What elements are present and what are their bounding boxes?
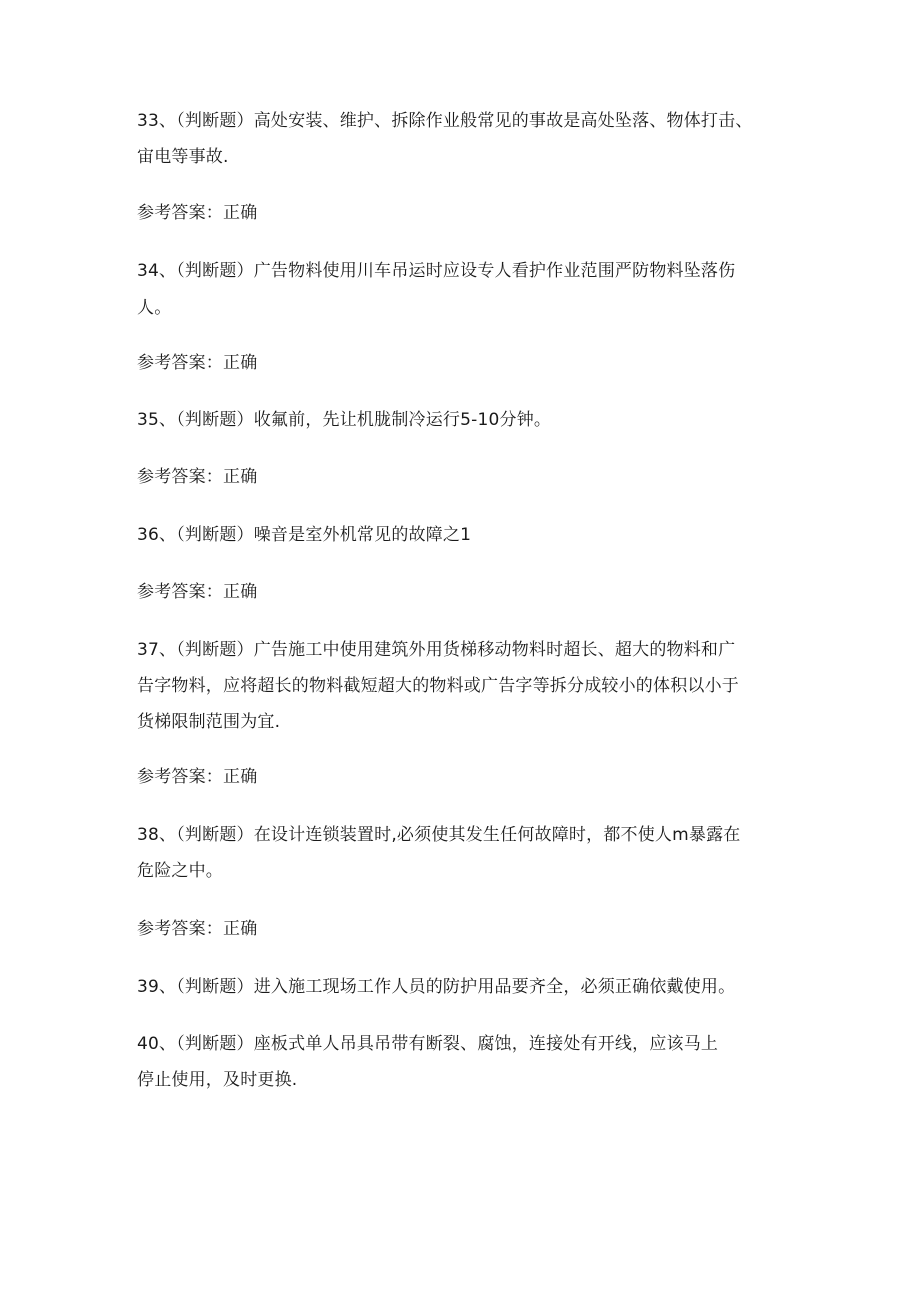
question-39-line-1: 39、（判断题）进入施工现场工作人员的防护用品要齐全，必须正确依戴使用。 <box>137 977 736 997</box>
question-34-line-1: 34、（判断题）广告物料使用川车吊运时应设专人看护作业范围严防物料坠落伤 <box>137 261 736 281</box>
question-36-line-1: 36、（判断题）噪音是室外机常见的故障之1 <box>137 525 472 545</box>
answer-37: 参考答案：正确 <box>137 767 258 787</box>
question-40-line-2: 停止使用，及时更换. <box>137 1070 298 1090</box>
question-33-line-2: 宙电等事故. <box>137 147 229 167</box>
question-37-line-2: 告字物料，应将超长的物料截短超大的物料或广告字等拆分成较小的体积以小于 <box>137 676 739 696</box>
answer-38: 参考答案：正确 <box>137 919 258 939</box>
answer-36: 参考答案：正确 <box>137 582 258 602</box>
question-37-line-3: 货梯限制范围为宜. <box>137 712 281 732</box>
answer-35: 参考答案：正确 <box>137 467 258 487</box>
answer-33: 参考答案：正确 <box>137 203 258 223</box>
question-38-line-1: 38、（判断题）在设计连锁装置时,必须使其发生任何故障时，都不使人m暴露在 <box>137 825 741 845</box>
question-34-line-2: 人。 <box>137 298 172 318</box>
answer-34: 参考答案：正确 <box>137 353 258 373</box>
question-33-line-1: 33、（判断题）高处安装、维护、拆除作业般常见的事故是高处坠落、物体打击、 <box>137 111 753 131</box>
question-40-line-1: 40、（判断题）座板式单人吊具吊带有断裂、腐蚀，连接处有开线，应该马上 <box>137 1034 719 1054</box>
question-37-line-1: 37、（判断题）广告施工中使用建筑外用货梯移动物料时超长、超大的物料和广 <box>137 640 736 660</box>
question-38-line-2: 危险之中。 <box>137 861 223 881</box>
question-35-line-1: 35、（判断题）收氟前，先让机胧制冷运行5-10分钟。 <box>137 410 552 430</box>
